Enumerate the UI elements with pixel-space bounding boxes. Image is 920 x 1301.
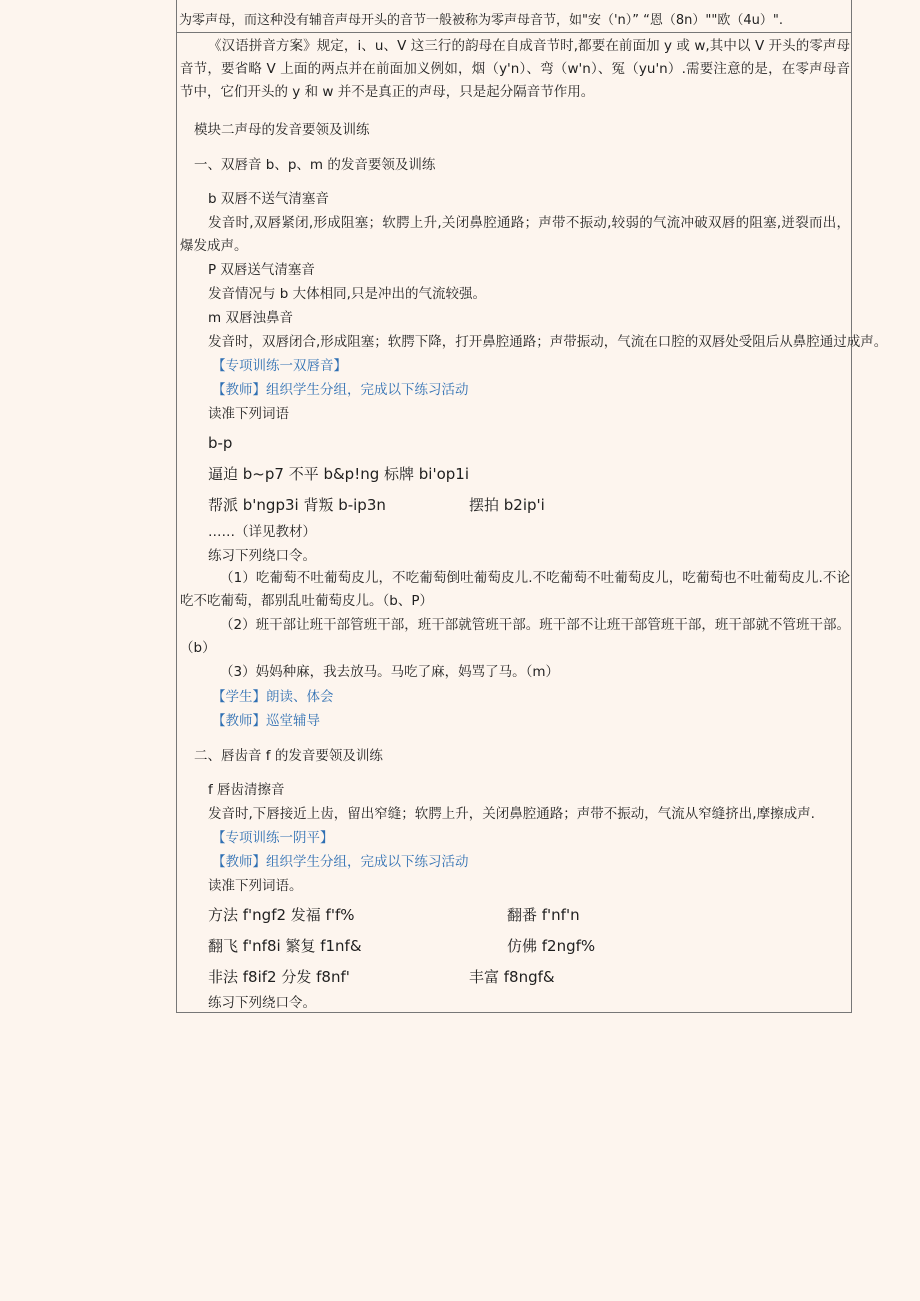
- p-description: 发音情况与 b 大体相同,只是冲出的气流较强。: [208, 286, 486, 302]
- bp-pair: b-p: [208, 434, 233, 452]
- read-words1: 读准下列词语: [208, 406, 289, 422]
- practice-tongue2: 练习下列绕口令。: [208, 995, 316, 1011]
- teacher2-label: 【教师】巡堂辅导: [212, 713, 320, 729]
- training2-label: 【专项训练一阴平】: [212, 830, 334, 846]
- tongue-twister-2: （2）班干部让班干部管班干部，班干部就管班干部。班干部不让班干部管班干部，班干部就不管班干部。（b）: [180, 617, 850, 656]
- f-words-row1-left: 方法 f'ngf2 发福 f'f%: [208, 906, 355, 924]
- f-words-row3-left: 非法 f8if2 分发 f8nf': [208, 968, 350, 986]
- table-row-top: [177, 0, 851, 33]
- b-description: 发音时,双唇紧闭,形成阻塞；软腭上升,关闭鼻腔通路；声带不振动,较弱的气流冲破双唇的阻塞,迸裂而出，爆发成声。: [180, 215, 850, 254]
- p-title: P 双唇送气清塞音: [208, 262, 315, 278]
- f-words-row1-right: 翻番 f'nf'n: [507, 906, 580, 924]
- words-row2-right: 摆拍 b2ip'i: [469, 496, 545, 514]
- module-title: 模块二声母的发音要领及训练: [194, 122, 370, 138]
- words-row1: 逼迫 b~p7 不平 b&p!ng 标牌 bi'op1i: [208, 465, 469, 483]
- practice-tongue1: 练习下列绕口令。: [208, 548, 316, 564]
- b-title: b 双唇不送气清塞音: [208, 191, 329, 207]
- see-textbook: ……（详见教材）: [208, 524, 316, 540]
- training1-label: 【专项训练一双唇音】: [212, 358, 347, 374]
- f-words-row3-right: 丰富 f8ngf&: [469, 968, 555, 986]
- f-words-row2-right: 仿佛 f2ngf%: [507, 937, 596, 955]
- lesson-table: [176, 0, 888, 1013]
- words-row2-left: 帮派 b'ngp3i 背叛 b-ip3n: [208, 496, 386, 514]
- section1-title: 一、双唇音 b、p、m 的发音要领及训练: [194, 157, 436, 173]
- f-description: 发音时,下唇接近上齿，留出窄缝；软腭上升，关闭鼻腔通路；声带不振动，气流从窄缝挤出,摩擦成声.: [208, 806, 815, 822]
- m-title: m 双唇浊鼻音: [208, 310, 293, 326]
- zero-initial-text: 为零声母，而这种没有辅音声母开头的音节一般被称为零声母音节，如"安（'n）” “恩（8n）""欧（4u）".: [179, 13, 783, 28]
- section2-title: 二、唇齿音 f 的发音要领及训练: [194, 748, 383, 764]
- tongue-twister-3: （3）妈妈种麻，我去放马。马吃了麻，妈骂了马。（m）: [220, 664, 559, 680]
- student1-label: 【学生】朗读、体会: [212, 689, 334, 705]
- f-words-row2-left: 翻飞 f'nf8i 繁复 f1nf&: [208, 937, 362, 955]
- tongue-twister-1: （1）吃葡萄不吐葡萄皮儿，不吃葡萄倒吐葡萄皮儿.不吃葡萄不吐葡萄皮儿，吃葡萄也不吐葡萄皮儿.不论吃不吃葡萄，都别乱吐葡萄皮儿。（b、P）: [180, 570, 850, 609]
- f-title: f 唇齿清擦音: [208, 782, 285, 798]
- teacher3-label: 【教师】组织学生分组，完成以下练习活动: [212, 854, 469, 870]
- m-description: 发音时，双唇闭合,形成阻塞；软腭下降，打开鼻腔通路；声带振动，气流在口腔的双唇处受阻后从鼻腔通过成声。: [208, 334, 888, 350]
- teacher1-label: 【教师】组织学生分组，完成以下练习活动: [212, 382, 469, 398]
- read-words2: 读准下列词语。: [208, 878, 303, 894]
- pinyin-scheme-paragraph: 《汉语拼音方案》规定，i、u、V 这三行的韵母在自成音节时,都要在前面加 y 或 w,其中以 V 开头的零声母音节，要省略 V 上面的两点并在前面加义例如，烟（y'n）、弯（w'n）、冤（yu'n）.需要注意的是，在零声母音节中，它们开头的 y 和 w 并不是真正的声母，只是起分隔音节作用。: [180, 38, 850, 100]
